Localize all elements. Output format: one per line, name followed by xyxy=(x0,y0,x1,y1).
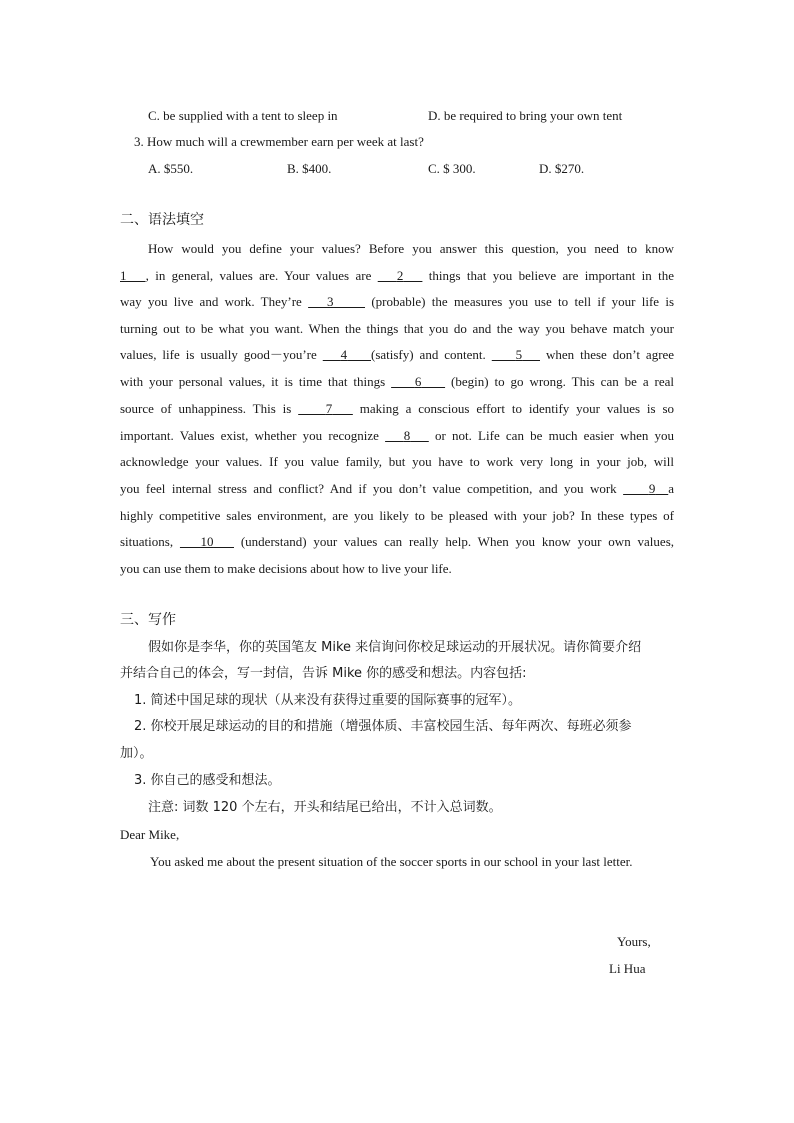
q3-option-d: D. $270. xyxy=(539,161,585,176)
blank-8[interactable]: 8 xyxy=(403,428,411,443)
letter-signature: Li Hua xyxy=(609,961,646,976)
letter-opening: You asked me about the present situation of the soccer sports in our school in your last letter. xyxy=(150,854,633,869)
writing-item-3: 3. 你自己的感受和想法。 xyxy=(134,773,281,788)
grammar-line-6: with your personal values, it is time that things 6 (begin) to go wrong. This can be a real xyxy=(120,374,675,389)
grammar-line-8: important. Values exist, whether you recognize 8 or not. Life can be much easier when you xyxy=(120,428,675,443)
q2-option-c: C. be supplied with a tent to sleep in xyxy=(148,108,338,123)
blank-6[interactable]: 6 xyxy=(414,374,422,389)
grammar-line-13: you can use them to make decisions about how to live your life. xyxy=(120,561,452,576)
blank-9[interactable]: 9 xyxy=(648,481,656,496)
q2-option-d: D. be required to bring your own tent xyxy=(428,108,623,123)
q3-option-c: C. $ 300. xyxy=(428,161,476,176)
q3-option-a: A. $550. xyxy=(148,161,194,176)
writing-intro-line-2: 并结合自己的体会，写一封信，告诉 Mike 你的感受和想法。内容包括: xyxy=(120,666,527,681)
grammar-line-3: way you live and work. They’re 3 (probable) the measures you use to tell if your life is xyxy=(120,294,675,309)
grammar-heading: 二、语法填空 xyxy=(120,212,204,228)
writing-item-2-cont: 加）。 xyxy=(120,746,153,761)
grammar-line-2: 1 , in general, values are. Your values are 2 things that you believe are important in the xyxy=(120,268,675,283)
grammar-line-10: you feel internal stress and conflict? And if you don’t value competition, and you work 9 a xyxy=(120,481,675,496)
blank-1[interactable]: 1 xyxy=(120,268,127,283)
blank-5[interactable]: 5 xyxy=(515,347,523,362)
grammar-line-4: turning out to be what you want. When the things that you do and the way you behave match your xyxy=(120,321,674,336)
grammar-line-5: values, life is usually good－you’re 4 (satisfy) and content. 5 when these don’t agree xyxy=(120,347,675,362)
writing-note: 注意: 词数 120 个左右，开头和结尾已给出，不计入总词数。 xyxy=(148,800,502,815)
q3-question: 3. How much will a crewmember earn per week at last? xyxy=(134,134,424,149)
letter-salutation: Dear Mike, xyxy=(120,827,180,842)
blank-4[interactable]: 4 xyxy=(340,347,348,362)
blank-3[interactable]: 3 xyxy=(327,294,334,309)
blank-10[interactable]: 10 xyxy=(200,534,214,549)
grammar-line-7: source of unhappiness. This is 7 making a conscious effort to identify your values is so xyxy=(120,401,675,416)
writing-item-2: 2. 你校开展足球运动的目的和措施（增强体质、丰富校园生活、每年两次、每班必须参 xyxy=(134,719,632,734)
grammar-line-12: situations, 10 (understand) your values can really help. When you know your own values, xyxy=(120,534,674,549)
letter-closing: Yours, xyxy=(617,934,651,949)
q3-option-b: B. $400. xyxy=(287,161,332,176)
blank-7[interactable]: 7 xyxy=(325,401,333,416)
writing-heading: 三、写作 xyxy=(120,612,176,628)
grammar-line-9: acknowledge your values. If you value family, but you have to work very long in your job, will xyxy=(120,454,674,469)
writing-item-1: 1. 简述中国足球的现状（从来没有获得过重要的国际赛事的冠军）。 xyxy=(134,693,522,708)
grammar-line-11: highly competitive sales environment, are you likely to be pleased with your job? In these types of xyxy=(120,508,674,523)
grammar-line-1: How would you define your values? Before you answer this question, you need to know xyxy=(148,241,674,256)
blank-2[interactable]: 2 xyxy=(396,268,404,283)
writing-intro-line-1: 假如你是李华，你的英国笔友 Mike 来信询问你校足球运动的开展状况。请你简要介绍 xyxy=(148,640,642,655)
